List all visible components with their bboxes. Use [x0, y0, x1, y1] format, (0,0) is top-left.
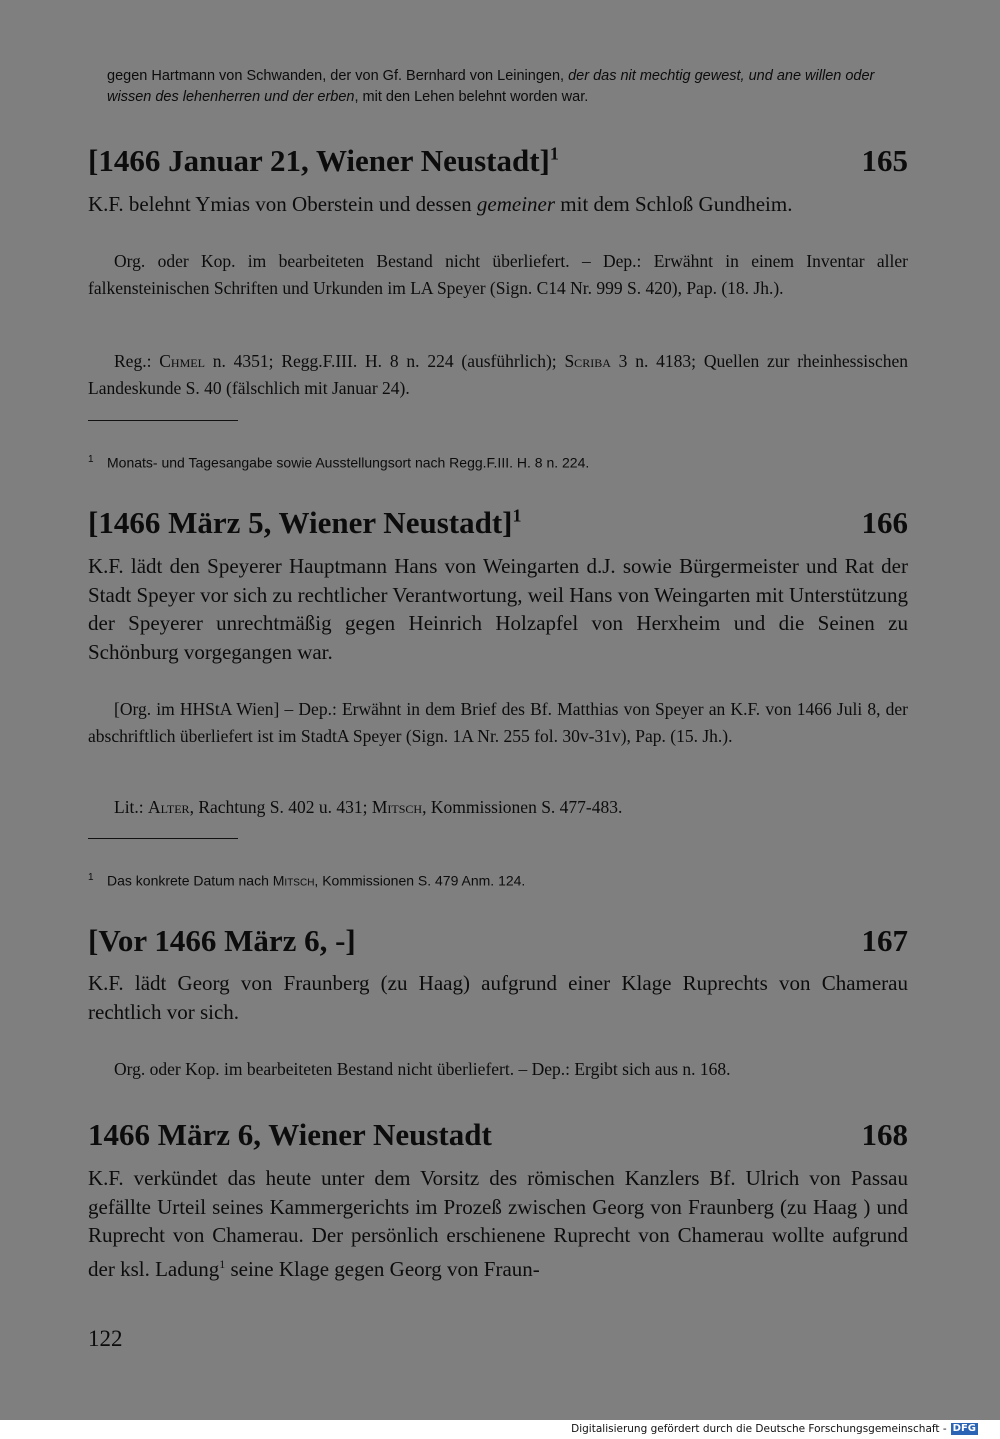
footnote-166: 1 Das konkrete Datum nach Mitsch, Kommissionen S. 479 Anm. 124. — [88, 872, 526, 889]
page-number: 122 — [88, 1326, 123, 1351]
footer-text: Digitalisierung gefördert durch die Deutsche Forschungsgemeinschaft - — [571, 1423, 947, 1435]
footnote-ref: 1 — [549, 143, 559, 164]
footnote-ref: 1 — [219, 1256, 226, 1271]
entry-title: [1466 Januar 21, Wiener Neustadt]$^1$ — [88, 143, 559, 178]
entry-title: [1466 März 5, Wiener Neustadt]$^1$ — [88, 505, 522, 540]
entry-dep-165: Org. oder Kop. im bearbeiteten Bestand nicht überliefert. – Dep.: Erwähnt in einem Inventar aller falkensteinischen Schriften und Urkunden im LA Speyer (Sign. C14 Nr. 999 S. 420), Pap. (18. Jh.). — [88, 251, 908, 298]
entry-dep-167: Org. oder Kop. im bearbeiteten Bestand nicht überliefert. – Dep.: Ergibt sich aus n. 168. — [114, 1059, 731, 1079]
intro-paragraph — [107, 66, 907, 108]
dfg-logo-icon: DFG — [952, 1423, 976, 1434]
entry-heading-165 — [88, 143, 908, 179]
entry-dep-166: [Org. im HHStA Wien] – Dep.: Erwähnt in dem Brief des Bf. Matthias von Speyer an K.F. von 1466 Juli 8, der abschriftlich überliefert ist im StadtA Speyer (Sign. 1A Nr. 255 fol. 30v-31v), Pap. (15. Jh.). — [88, 699, 908, 746]
entry-heading-166 — [88, 505, 908, 541]
entry-lit-166: Lit.: Alter, Rachtung S. 402 u. 431; Mitsch, Kommissionen S. 477-483. — [114, 797, 623, 817]
footnote-ref: 1 — [512, 505, 522, 526]
entry-summary-166: K.F. lädt den Speyerer Hauptmann Hans von Weingarten d.J. sowie Bürgermeister und Rat der Stadt Speyer vor sich zu rechtlicher Verantwortung, weil Hans von Weingarten mit Unterstützung der Speyerer unrechtmäßig gegen Heinrich Holzapfel von Herxheim und die Seinen zu Schönburg vorgegangen war. — [88, 554, 908, 664]
entry-number: 167 — [861, 923, 908, 958]
intro-text-end: , mit den Lehen belehnt worden war. — [354, 89, 589, 105]
footnote-divider — [88, 420, 238, 421]
entry-number: 165 — [861, 143, 908, 178]
entry-summary-167: K.F. lädt Georg von Fraunberg (zu Haag) aufgrund einer Klage Ruprechts von Chamerau rechtlich vor sich. — [88, 971, 908, 1024]
entry-heading-167 — [88, 923, 908, 959]
entry-title: [Vor 1466 März 6, -] — [88, 923, 356, 958]
entry-summary-165: K.F. belehnt Ymias von Oberstein und dessen gemeiner mit dem Schloß Gundheim. — [88, 192, 793, 216]
entry-number: 168 — [861, 1117, 908, 1152]
footnote-165: 1 Monats- und Tagesangabe sowie Ausstellungsort nach Regg.F.III. H. 8 n. 224. — [88, 454, 590, 471]
intro-quote: der das nit mechtig gewest, und ane willen oder wissen des lehenherren und der erben — [107, 68, 875, 105]
intro-text: gegen Hartmann von Schwanden, der von Gf. Bernhard von Leiningen, — [107, 68, 569, 84]
footnote-divider — [88, 838, 238, 839]
entry-reg-165: Reg.: Chmel n. 4351; Regg.F.III. H. 8 n. 224 (ausführlich); Scriba 3 n. 4183; Quellen zur rheinhessischen Landeskunde S. 40 (fälschlich mit Januar 24). — [88, 351, 909, 398]
entry-heading-168 — [88, 1117, 908, 1153]
entry-title: 1466 März 6, Wiener Neustadt — [88, 1117, 492, 1152]
entry-summary-168: K.F. verkündet das heute unter dem Vorsitz des römischen Kanzlers Bf. Ulrich von Passau gefällte Urteil seines Kammergerichts im Prozeß zwischen Georg von Fraunberg (zu Haag ) und Ruprecht von Chamerau. Der persönlich erschienene Ruprecht von Chamerau wollte aufgrund der ksl. Ladung$^1$ seine Klage gegen Georg von Fraun- — [88, 1166, 908, 1281]
entry-number: 166 — [861, 505, 908, 540]
funding-footer — [571, 1423, 978, 1435]
